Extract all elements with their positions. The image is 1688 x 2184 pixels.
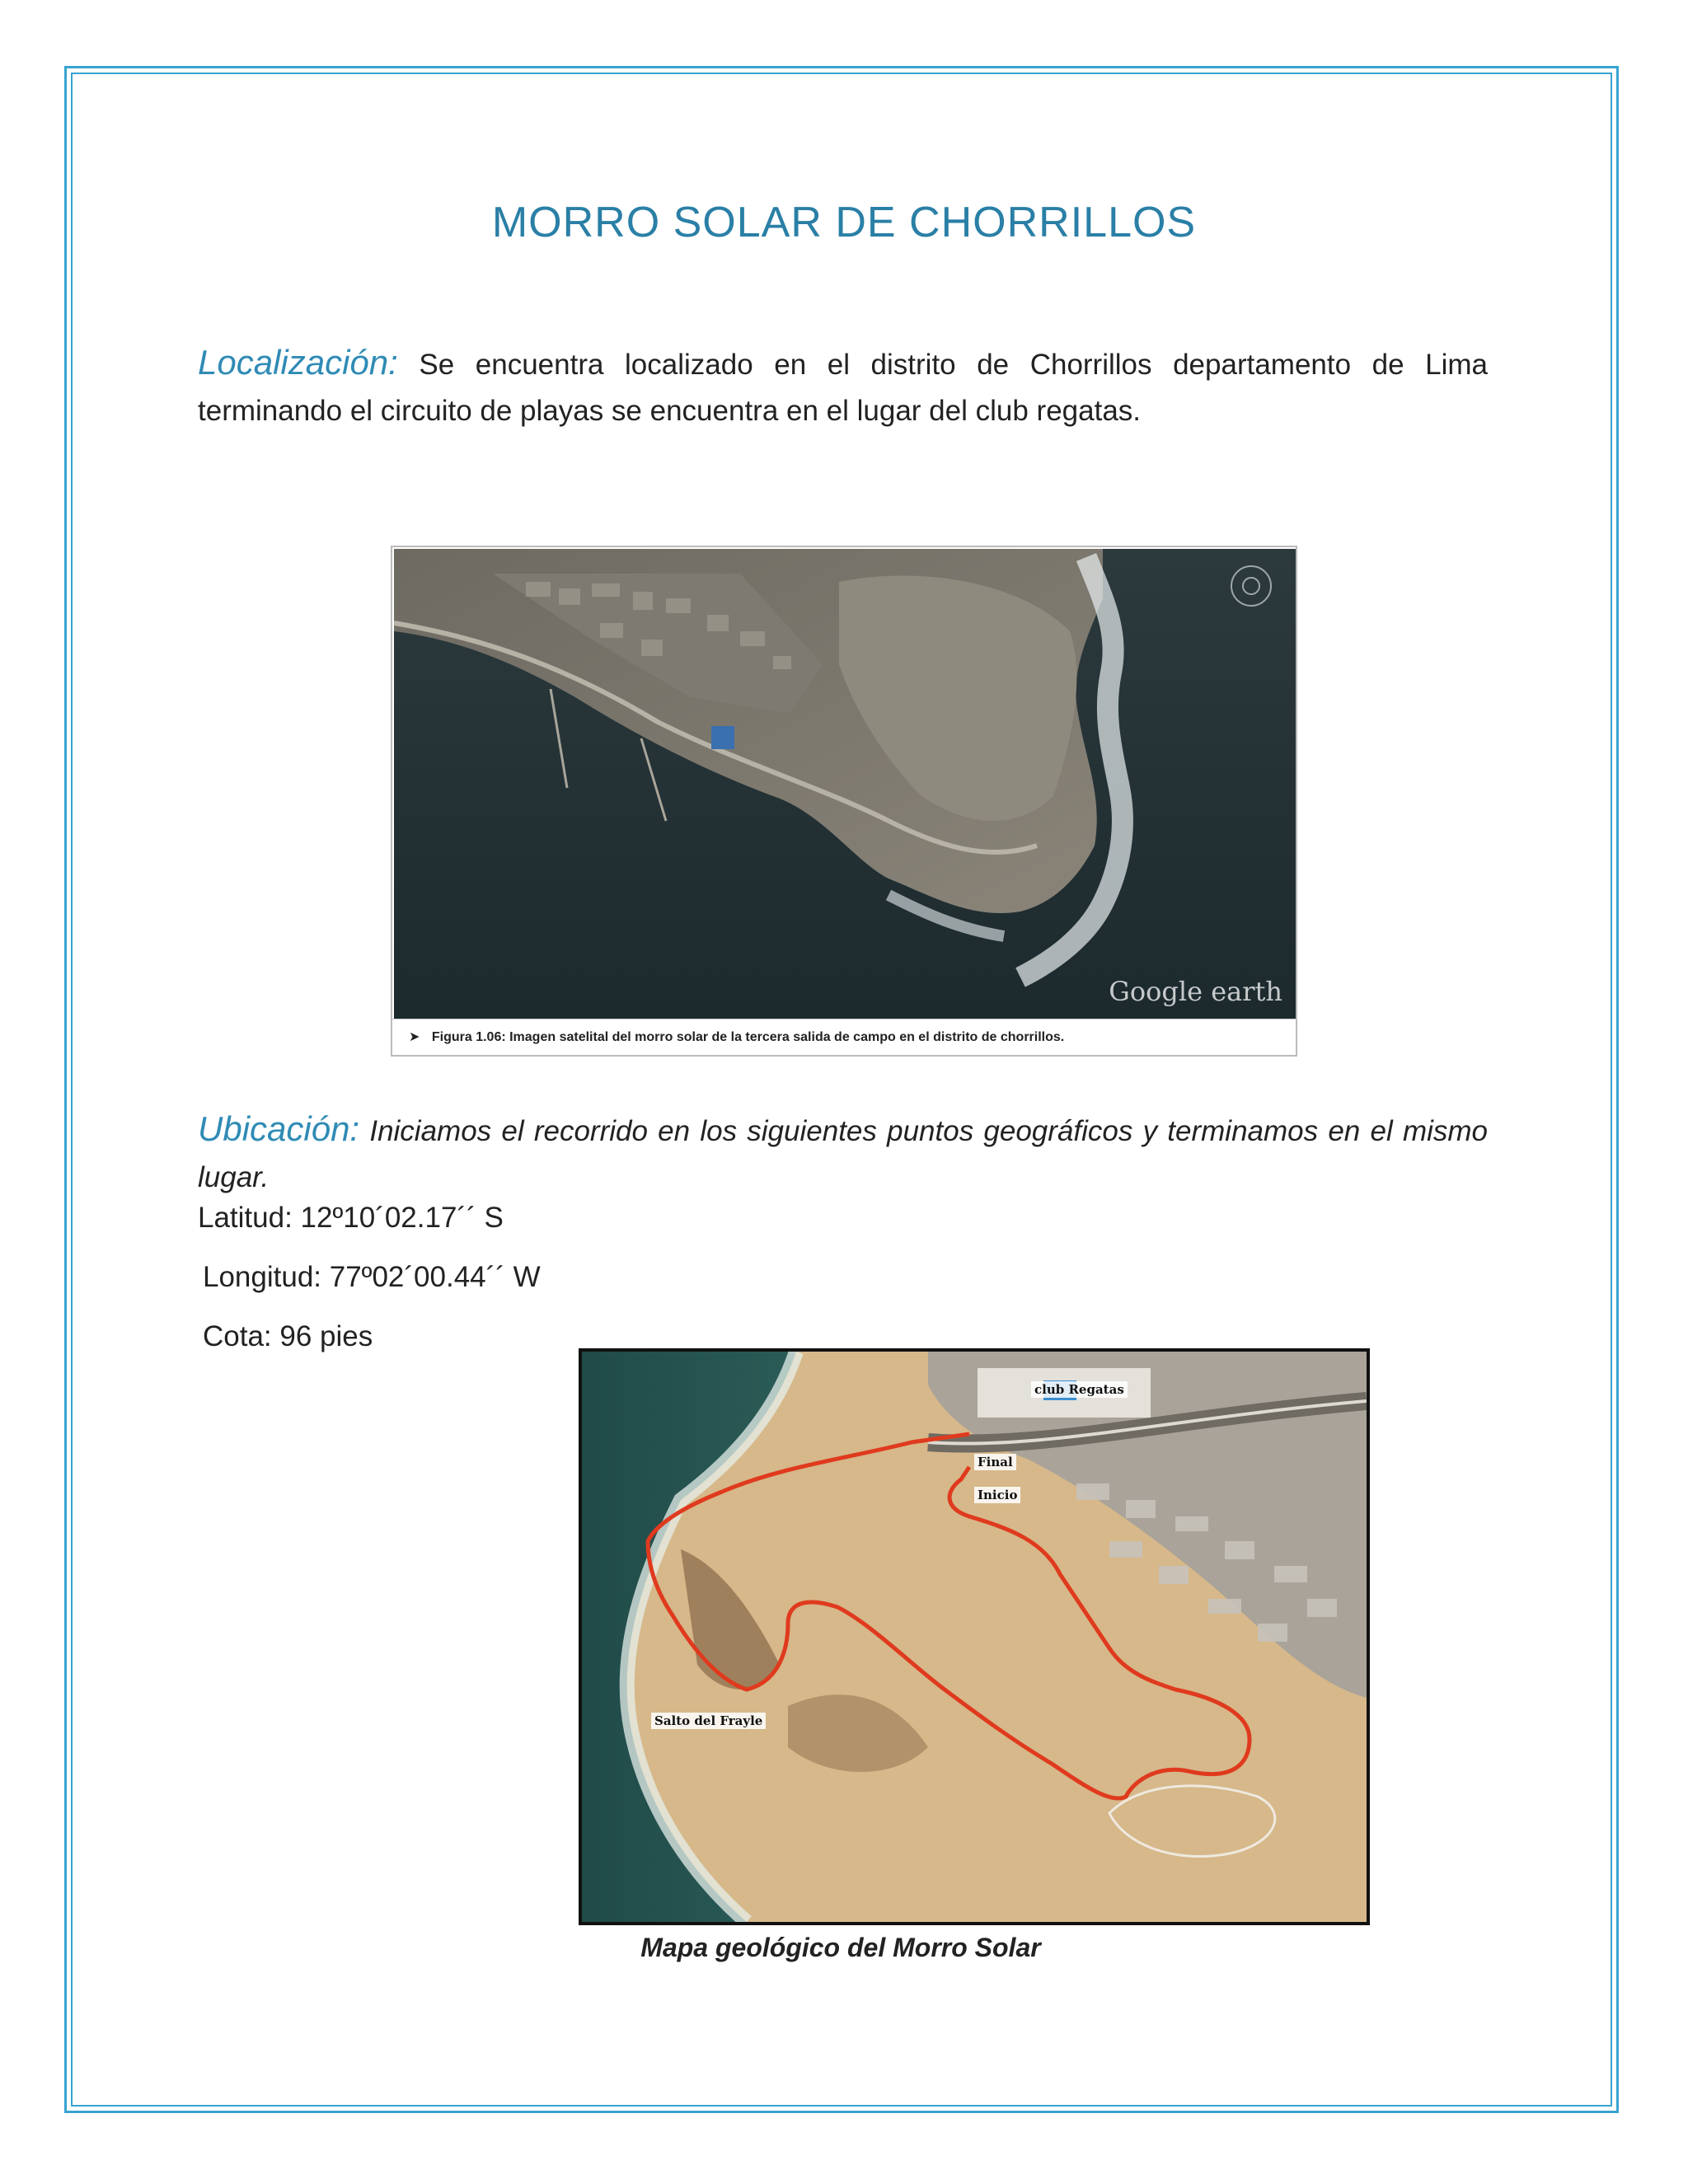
localizacion-paragraph (198, 340, 1488, 434)
latitude-line: Latitud: 12º10´02.17´´ S (198, 1202, 504, 1234)
elevation-line: Cota: 96 pies (203, 1320, 373, 1352)
geological-map (579, 1348, 1370, 1925)
longitude-line: Longitud: 77º02´00.44´´ W (203, 1261, 541, 1293)
label-inicio: Inicio (974, 1487, 1020, 1503)
google-earth-watermark: Google earth (1109, 976, 1282, 1007)
label-final: Final (974, 1454, 1016, 1470)
ubicacion-paragraph (198, 1106, 1488, 1201)
label-salto-del-frayle: Salto del Frayle (651, 1713, 766, 1729)
ubicacion-heading: Ubicación: (198, 1109, 360, 1148)
localizacion-text: Se encuentra localizado en el distrito de Chorrillos departamento de Lima terminando el circuito de playas se encuentra en el lugar del club regatas. (198, 349, 1488, 427)
figure1-caption: Figura 1.06: Imagen satelital del morro solar de la tercera salida de campo en el distrito de chorrillos. (431, 1030, 1065, 1044)
figure2-caption: Mapa geológico del Morro Solar (640, 1933, 1041, 1962)
page-title: MORRO SOLAR DE CHORRILLOS (491, 199, 1197, 246)
figure1-caption-bar (392, 1019, 1296, 1055)
arrow-bullet-icon: ➤ (409, 1030, 420, 1044)
satellite-figure (391, 546, 1297, 1057)
label-club-regatas: club Regatas (1031, 1381, 1128, 1398)
satellite-image (394, 549, 1296, 1019)
localizacion-heading: Localización: (198, 343, 398, 382)
ubicacion-text: Iniciamos el recorrido en los siguientes puntos geográficos y terminamos en el mismo lugar. (198, 1115, 1489, 1193)
